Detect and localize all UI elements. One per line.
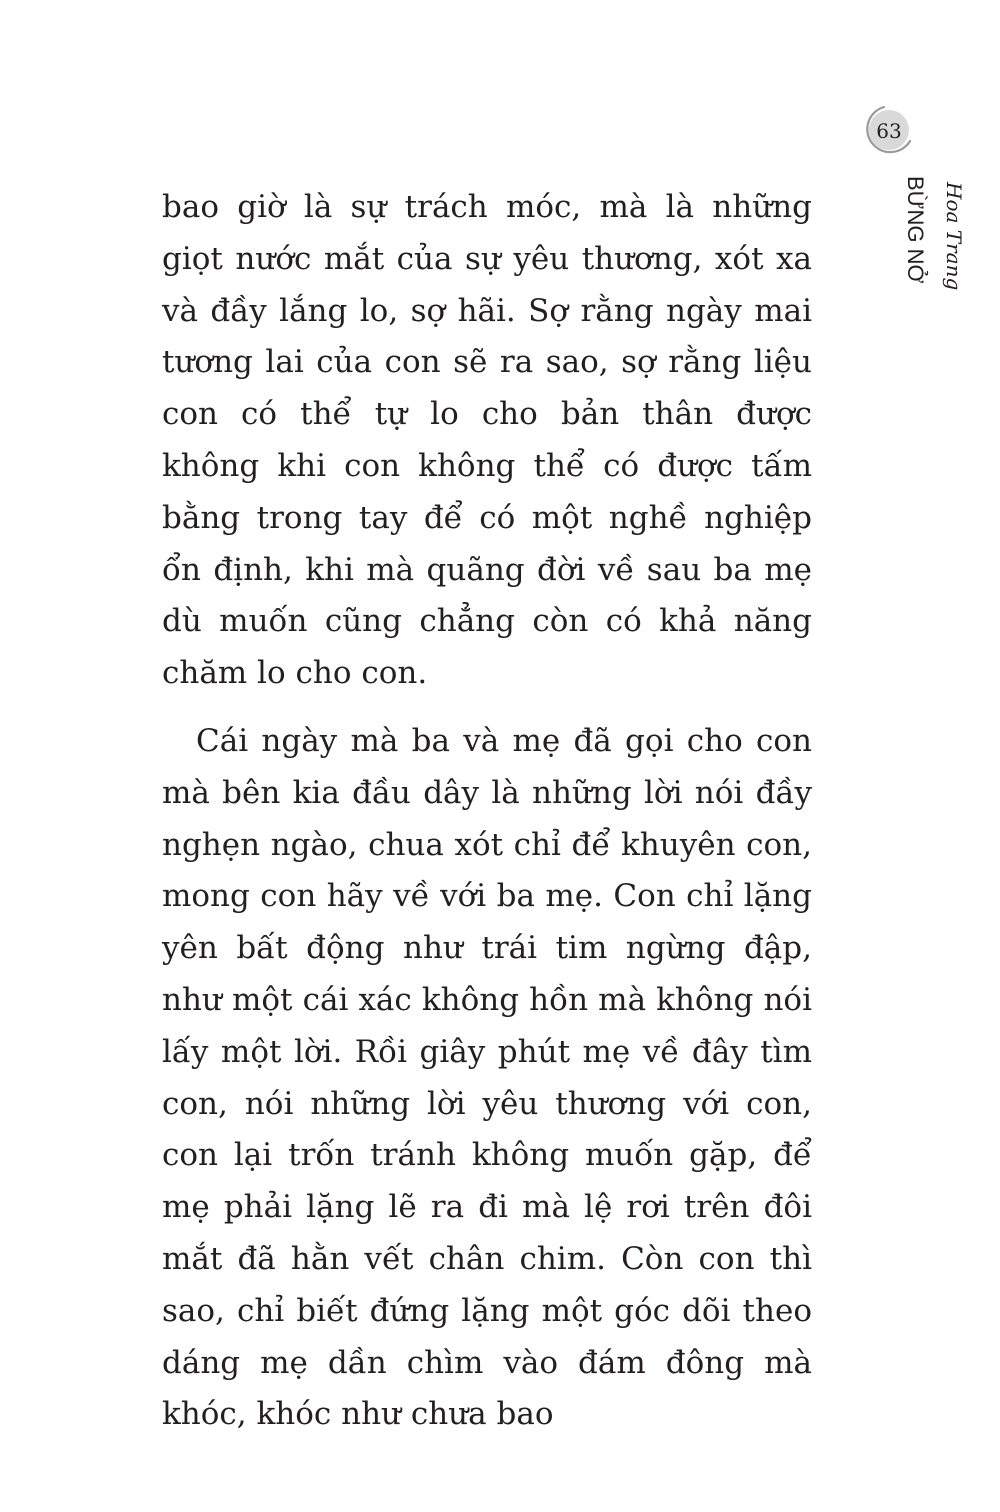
running-header xyxy=(898,176,966,300)
running-header-title: BỪNG NỞ xyxy=(903,176,928,284)
page-number-badge xyxy=(862,104,914,156)
paragraph: Cái ngày mà ba và mẹ đã gọi cho con mà bên kia đầu dây là những lời nói đầy nghẹn ngào, chua xót chỉ để khuyên con, mong con hãy về với ba mẹ. Con chỉ lặng yên bất động như trái tim ngừng đập, như một cái xác không hồn mà không nói lấy một lời. Rồi giây phút mẹ về đây tìm con, nói những lời yêu thương với con, con lại trốn tránh không muốn gặp, để mẹ phải lặng lẽ ra đi mà lệ rơi trên đôi mắt đã hằn vết chân chim. Còn con thì sao, chỉ biết đứng lặng một góc dõi theo dáng mẹ dần chìm vào đám đông mà khóc, khóc như chưa bao xyxy=(162,722,812,1433)
running-header-author: Hoa Trang xyxy=(942,182,966,291)
paragraph-continued: bao giờ là sự trách móc, mà là những giọt nước mắt của sự yêu thương, xót xa và đầy lắng lo, sợ hãi. Sợ rằng ngày mai tương lai của con sẽ ra sao, sợ rằng liệu con có thể tự lo cho bản thân được không khi con không thể có được tấm bằng trong tay để có một nghề nghiệp ổn định, khi mà quãng đời về sau ba mẹ dù muốn cũng chẳng còn có khả năng chăm lo cho con. xyxy=(162,189,812,692)
body-text xyxy=(162,182,812,1441)
page-number: 63 xyxy=(876,119,902,143)
